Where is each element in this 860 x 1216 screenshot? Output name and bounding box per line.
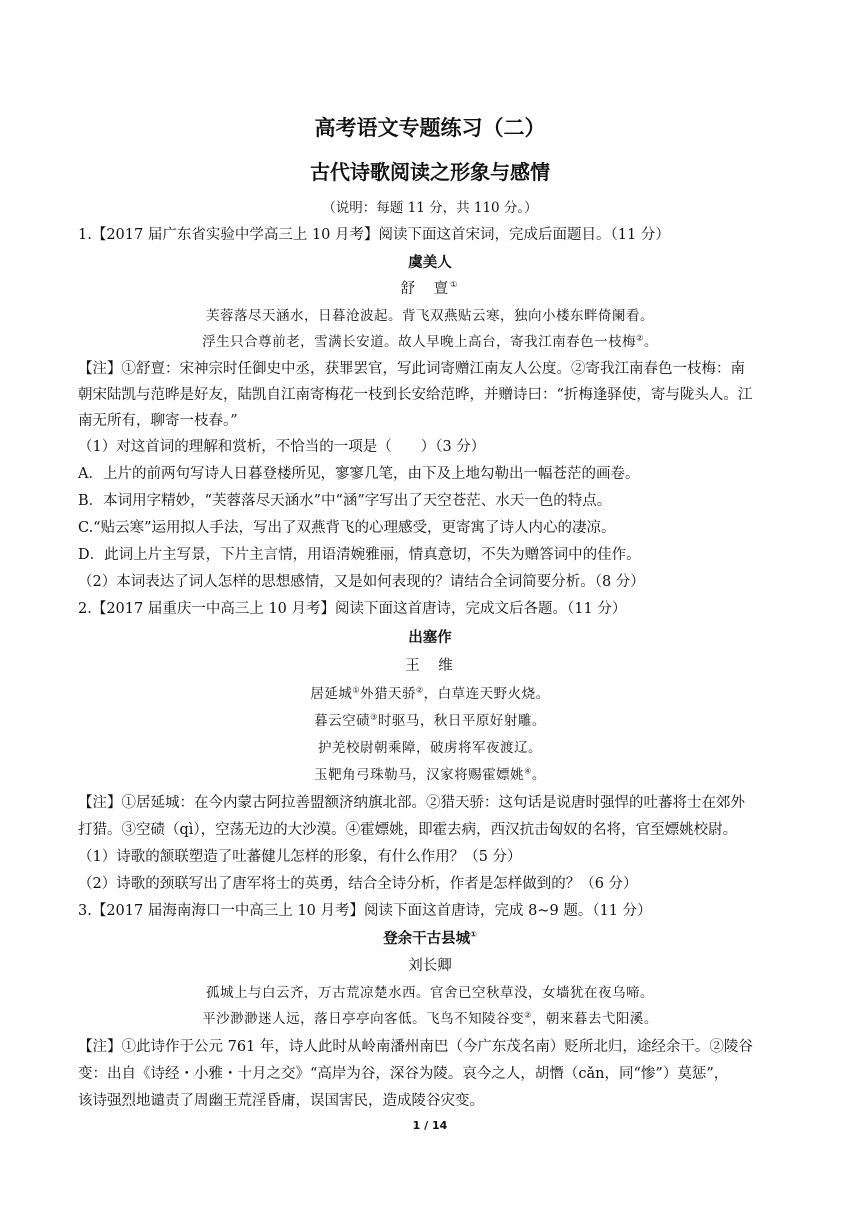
q1-poem-line-1: 芙蓉落尽天涵水，日暮沧波起。背飞双燕贴云寒，独向小楼东畔倚阑看。 xyxy=(206,308,654,324)
q2-subquestion-1: （1）诗歌的颔联塑造了吐蕃健儿怎样的形象，有什么作用？（5 分） xyxy=(78,849,522,865)
q1-poem-line-2: 浮生只合尊前老，雪满长安道。故人早晚上高台，寄我江南春色一枝梅②。 xyxy=(202,333,658,350)
q1-note-2: 朝宋陆凯与范晔是好友，陆凯自江南寄梅花一枝到长安给范晔，并赠诗曰：“折梅逢驿使，寄与陇头人。江 xyxy=(78,387,753,403)
q3-note-2: 变：出自《诗经・小雅・十月之交》“高岸为谷，深谷为陵。哀今之人，胡憯（cǎn，同“惨”）莫惩”， xyxy=(78,1066,729,1082)
q1-header: 1.【2017 届广东省实验中学高三上 10 月考】阅读下面这首宋词，完成后面题目。（11 分） xyxy=(78,227,670,243)
instructions: （说明：每题 11 分，共 110 分。） xyxy=(322,200,538,216)
q1-option-c: C.“贴云寒”运用拟人手法，写出了双燕背飞的心理感受，更寄寓了诗人内心的凄凉。 xyxy=(78,520,616,536)
q2-poem-line-3: 护羌校尉朝乘障，破虏将军夜渡辽。 xyxy=(318,740,542,756)
q2-note-1: 【注】①居延城：在今内蒙古阿拉善盟额济纳旗北部。②猎天骄：这句话是说唐时强悍的吐蕃将士在郊外 xyxy=(78,795,745,811)
q2-poem-line-4: 玉靶角弓珠勒马，汉家将赐霍嫖姚④。 xyxy=(314,766,546,783)
q1-subquestion-2: （2）本词表达了词人怎样的思想感情，又是如何表现的？请结合全词简要分析。（8 分） xyxy=(78,574,645,590)
q1-option-a: A．上片的前两句写诗人日暮登楼所见，寥寥几笔，由下及上地勾勒出一幅苍茫的画卷。 xyxy=(78,466,640,482)
q2-poem-line-2: 暮云空碛③时驱马，秋日平原好射雕。 xyxy=(314,712,546,729)
q1-poem-title: 虞美人 xyxy=(408,255,452,271)
q2-header: 2.【2017 届重庆一中高三上 10 月考】阅读下面这首唐诗，完成文后各题。（11 分） xyxy=(78,601,627,617)
q2-subquestion-2: （2）诗歌的颈联写出了唐军将士的英勇，结合全诗分析，作者是怎样做到的？（6 分） xyxy=(78,876,638,892)
page-title: 高考语文专题练习（二） xyxy=(314,116,546,140)
q2-footnote-4: ④ xyxy=(524,766,532,776)
page-subtitle: 古代诗歌阅读之形象与感情 xyxy=(310,160,550,184)
page-number: 1 / 14 xyxy=(412,1119,448,1132)
q1-line2-footnote: ② xyxy=(636,333,644,343)
q1-option-d: D．此词上片主写景，下片主言情，用语清婉雅丽，情真意切，不失为赠答词中的佳作。 xyxy=(78,547,641,563)
q3-note-3: 该诗强烈地谴责了周幽王荒淫昏庸，误国害民，造成陵谷灾变。 xyxy=(78,1093,484,1109)
q3-poem-title: 登余干古县城① xyxy=(383,930,477,947)
q3-header: 3.【2017 届海南海口一中高三上 10 月考】阅读下面这首唐诗，完成 8~9 题。（11 分） xyxy=(78,903,652,919)
q3-poem-line-1: 孤城上与白云齐，万古荒凉楚水西。官舍已空秋草没，女墙犹在夜乌啼。 xyxy=(206,985,654,1001)
q2-poem-line-1: 居延城①外猎天骄②，白草连天野火烧。 xyxy=(310,685,550,702)
q1-note-3: 南无所有，聊寄一枝春。” xyxy=(78,413,238,429)
q2-note-2: 打猎。③空碛（qì），空荡无边的大沙漠。④霍嫖姚，即霍去病，西汉抗击匈奴的名将，官至嫖姚校尉。 xyxy=(78,822,738,838)
q2-poem-title: 出塞作 xyxy=(408,630,452,646)
q2-footnote-1: ① xyxy=(352,685,360,695)
q2-footnote-2: ② xyxy=(416,685,424,695)
q3-note-1: 【注】①此诗作于公元 761 年，诗人此时从岭南潘州南巴（今广东茂名南）贬所北归，途经余干。②陵谷 xyxy=(78,1039,753,1055)
q3-title-footnote: ① xyxy=(470,930,477,940)
q1-note-1: 【注】①舒亶：宋神宗时任御史中丞，获罪罢官，写此词寄赠江南友人公度。②寄我江南春色一枝梅：南 xyxy=(78,361,745,377)
q1-option-b: B．本词用字精妙，“芙蓉落尽天涵水”中“涵”字写出了天空苍茫、水天一色的特点。 xyxy=(78,493,612,509)
q3-footnote-2: ② xyxy=(524,1010,532,1020)
q1-author-footnote: ① xyxy=(450,280,460,290)
q2-author: 王 维 xyxy=(405,658,455,674)
q3-poem-line-2: 平沙渺渺迷人远，落日亭亭向客低。飞鸟不知陵谷变②，朝来暮去弋阳溪。 xyxy=(202,1010,658,1027)
q2-footnote-3: ③ xyxy=(370,712,378,722)
q1-subquestion-1: （1）对这首词的理解和赏析，不恰当的一项是（ ）（3 分） xyxy=(78,439,486,455)
q1-author: 舒 亶① xyxy=(400,280,460,297)
q3-author: 刘长卿 xyxy=(408,958,452,974)
